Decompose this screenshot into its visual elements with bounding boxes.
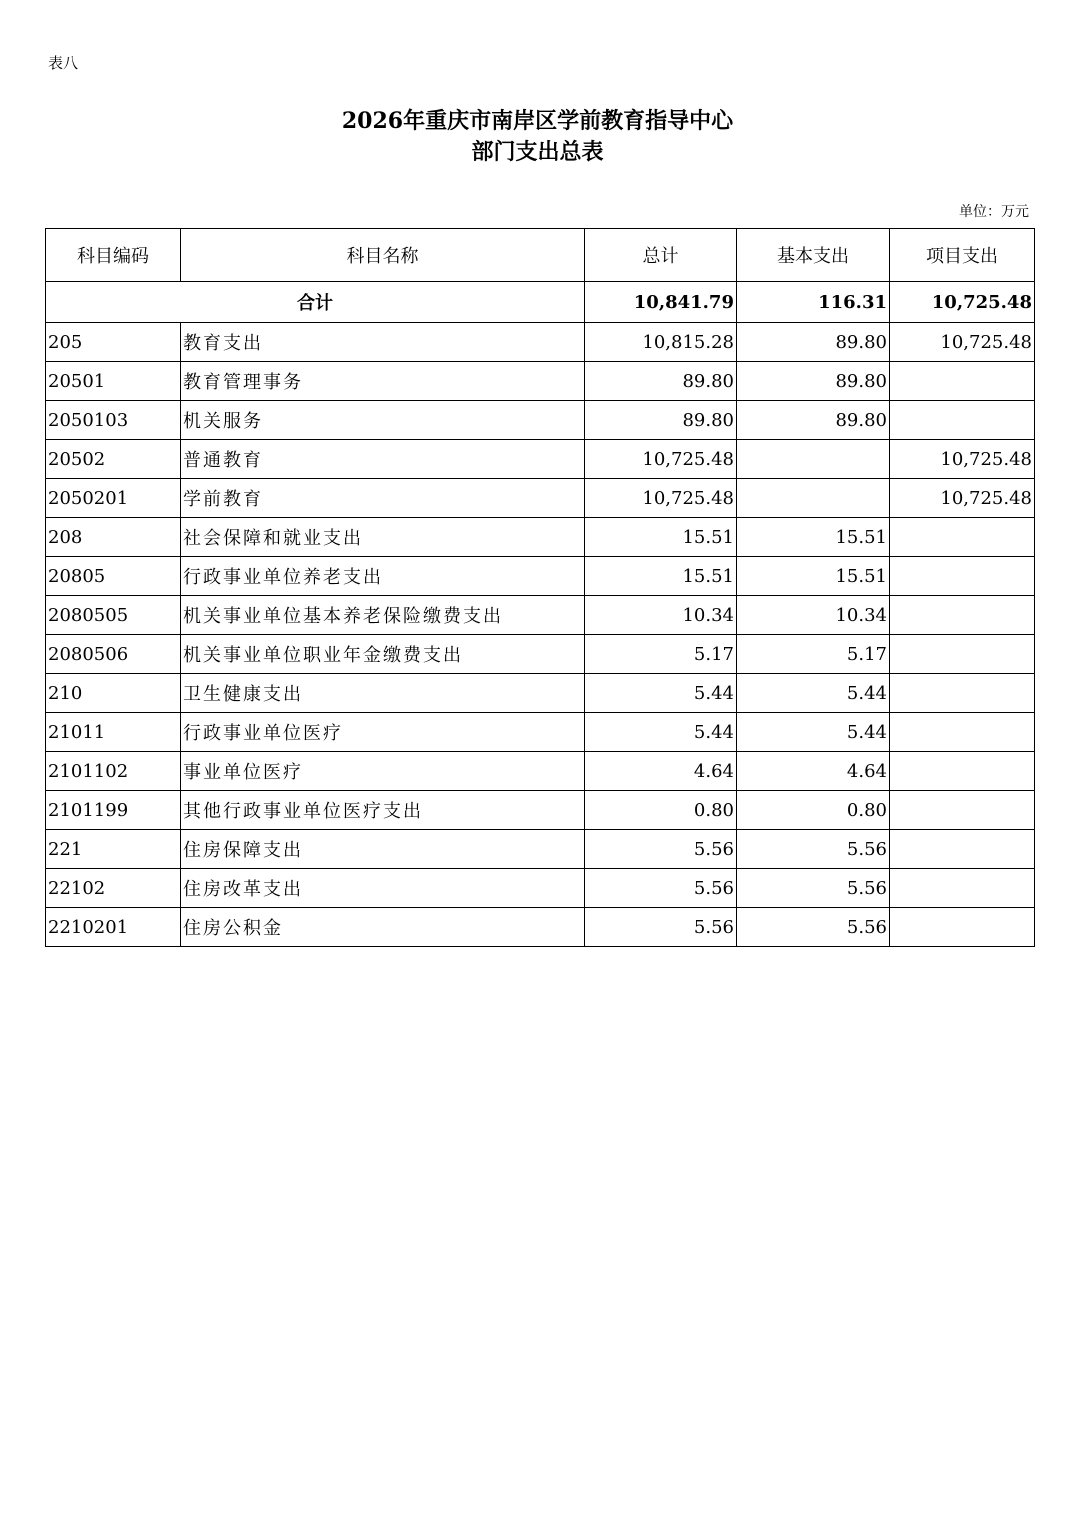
row-code: 2050103 — [46, 401, 181, 440]
row-code: 221 — [46, 830, 181, 869]
row-project — [890, 908, 1035, 947]
row-total: 5.44 — [585, 674, 737, 713]
row-name: 事业单位医疗 — [181, 752, 585, 791]
row-total: 89.80 — [585, 362, 737, 401]
row-total: 89.80 — [585, 401, 737, 440]
row-basic: 15.51 — [737, 518, 890, 557]
row-code: 2101199 — [46, 791, 181, 830]
row-name: 学前教育 — [181, 479, 585, 518]
row-total: 5.17 — [585, 635, 737, 674]
row-basic: 5.56 — [737, 830, 890, 869]
table-row — [46, 518, 1035, 557]
row-basic: 10.34 — [737, 596, 890, 635]
header-basic: 基本支出 — [737, 229, 890, 282]
table-row — [46, 362, 1035, 401]
row-name: 住房保障支出 — [181, 830, 585, 869]
row-project — [890, 674, 1035, 713]
row-code: 21011 — [46, 713, 181, 752]
table-row — [46, 752, 1035, 791]
table-row — [46, 908, 1035, 947]
row-basic — [737, 479, 890, 518]
table-row — [46, 791, 1035, 830]
document-title: 2026年重庆市南岸区学前教育指导中心 — [341, 108, 734, 134]
row-total: 10,815.28 — [585, 323, 737, 362]
table-row — [46, 635, 1035, 674]
row-total: 10.34 — [585, 596, 737, 635]
row-total: 10,725.48 — [585, 479, 737, 518]
table-row — [46, 479, 1035, 518]
row-name: 机关事业单位基本养老保险缴费支出 — [181, 596, 585, 635]
row-total: 5.44 — [585, 713, 737, 752]
row-basic: 15.51 — [737, 557, 890, 596]
table-row — [46, 869, 1035, 908]
row-name: 普通教育 — [181, 440, 585, 479]
row-total: 15.51 — [585, 518, 737, 557]
table-row — [46, 401, 1035, 440]
row-code: 22102 — [46, 869, 181, 908]
row-basic: 89.80 — [737, 323, 890, 362]
row-total: 5.56 — [585, 869, 737, 908]
expenditure-table — [45, 228, 1035, 947]
row-basic: 89.80 — [737, 401, 890, 440]
row-name: 机关事业单位职业年金缴费支出 — [181, 635, 585, 674]
row-name: 教育支出 — [181, 323, 585, 362]
row-name: 住房改革支出 — [181, 869, 585, 908]
row-project: 10,725.48 — [890, 440, 1035, 479]
row-basic: 5.44 — [737, 674, 890, 713]
row-project — [890, 401, 1035, 440]
row-name: 机关服务 — [181, 401, 585, 440]
row-basic — [737, 440, 890, 479]
row-project — [890, 713, 1035, 752]
table-row — [46, 830, 1035, 869]
row-total: 5.56 — [585, 908, 737, 947]
row-total: 4.64 — [585, 752, 737, 791]
table-label: 表八 — [48, 54, 79, 72]
row-code: 20805 — [46, 557, 181, 596]
row-total: 15.51 — [585, 557, 737, 596]
row-name: 行政事业单位医疗 — [181, 713, 585, 752]
row-basic: 89.80 — [737, 362, 890, 401]
row-code: 2080505 — [46, 596, 181, 635]
row-project — [890, 635, 1035, 674]
row-name: 卫生健康支出 — [181, 674, 585, 713]
row-total: 0.80 — [585, 791, 737, 830]
total-row — [46, 282, 1035, 323]
row-name: 教育管理事务 — [181, 362, 585, 401]
header-name: 科目名称 — [181, 229, 585, 282]
row-basic: 5.56 — [737, 908, 890, 947]
row-basic: 5.44 — [737, 713, 890, 752]
table-row — [46, 323, 1035, 362]
table-row — [46, 674, 1035, 713]
row-basic: 0.80 — [737, 791, 890, 830]
row-project: 10,725.48 — [890, 479, 1035, 518]
header-code: 科目编码 — [46, 229, 181, 282]
row-project — [890, 518, 1035, 557]
row-project: 10,725.48 — [890, 323, 1035, 362]
header-project: 项目支出 — [890, 229, 1035, 282]
table-row — [46, 713, 1035, 752]
row-code: 20501 — [46, 362, 181, 401]
table-row — [46, 596, 1035, 635]
row-project — [890, 830, 1035, 869]
total-label: 合计 — [46, 282, 585, 323]
row-code: 2080506 — [46, 635, 181, 674]
total-project: 10,725.48 — [890, 282, 1035, 323]
document-subtitle: 部门支出总表 — [471, 139, 604, 165]
table-row — [46, 557, 1035, 596]
row-code: 20502 — [46, 440, 181, 479]
row-project — [890, 791, 1035, 830]
total-total: 10,841.79 — [585, 282, 737, 323]
unit-label: 单位：万元 — [959, 204, 1029, 220]
row-basic: 4.64 — [737, 752, 890, 791]
row-project — [890, 869, 1035, 908]
row-name: 行政事业单位养老支出 — [181, 557, 585, 596]
row-name: 其他行政事业单位医疗支出 — [181, 791, 585, 830]
header-total: 总计 — [585, 229, 737, 282]
row-project — [890, 596, 1035, 635]
row-project — [890, 362, 1035, 401]
total-basic: 116.31 — [737, 282, 890, 323]
row-name: 社会保障和就业支出 — [181, 518, 585, 557]
row-code: 2050201 — [46, 479, 181, 518]
row-code: 2210201 — [46, 908, 181, 947]
header-row — [46, 229, 1035, 282]
row-basic: 5.56 — [737, 869, 890, 908]
row-project — [890, 557, 1035, 596]
row-code: 208 — [46, 518, 181, 557]
row-basic: 5.17 — [737, 635, 890, 674]
table-row — [46, 440, 1035, 479]
row-project — [890, 752, 1035, 791]
row-total: 10,725.48 — [585, 440, 737, 479]
row-total: 5.56 — [585, 830, 737, 869]
row-code: 2101102 — [46, 752, 181, 791]
row-name: 住房公积金 — [181, 908, 585, 947]
row-code: 210 — [46, 674, 181, 713]
row-code: 205 — [46, 323, 181, 362]
